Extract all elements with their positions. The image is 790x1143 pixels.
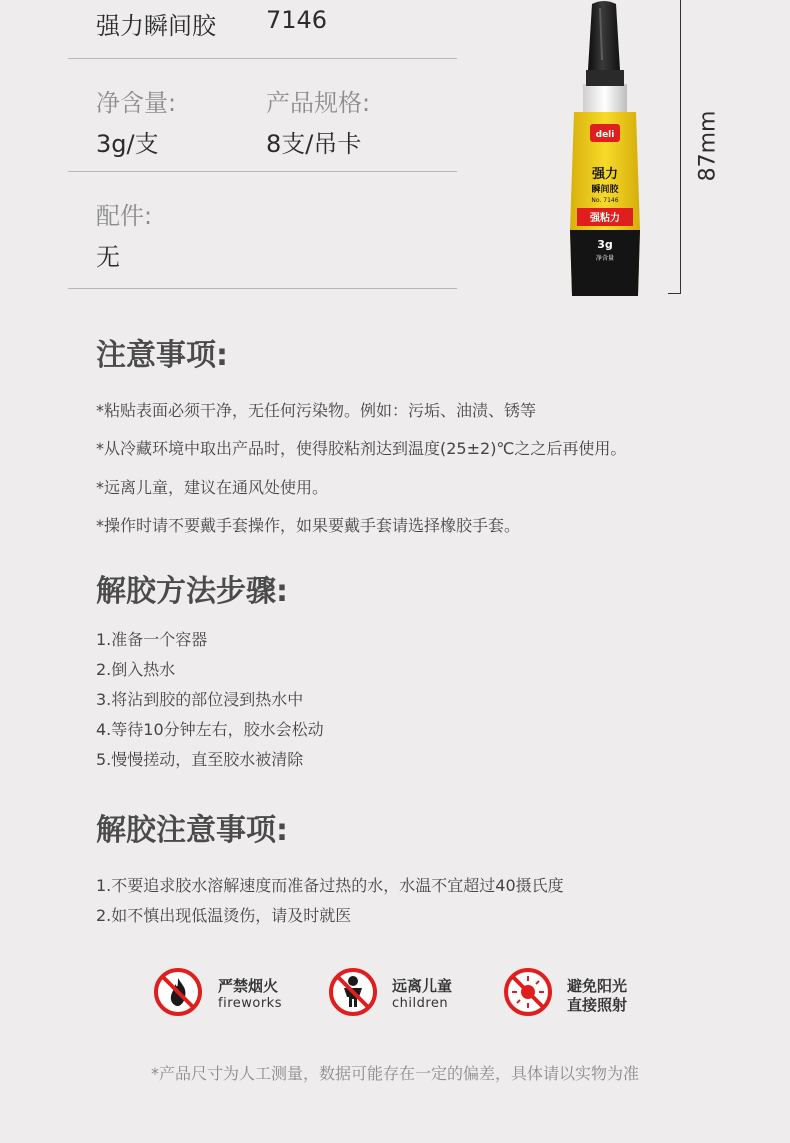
warning-label-en: children (392, 996, 449, 1011)
dimension-tick (668, 293, 681, 294)
footnote: *产品尺寸为人工测量，数据可能存在一定的偏差，具体请以实物为准 (150, 1064, 639, 1083)
product-model: 7146 (266, 6, 328, 34)
warning-label-cn: 远离儿童 (392, 977, 453, 995)
precaution-item: *远离儿童，建议在通风处使用。 (96, 478, 329, 497)
glue-tube-image (560, 0, 650, 300)
dimension-line (680, 0, 681, 294)
warning-label-cn: 避免阳光 (567, 977, 628, 995)
removal-step: 1.准备一个容器 (96, 630, 208, 649)
removal-notes-title: 解胶注意事项: (96, 813, 288, 848)
accessory-label: 配件: (96, 202, 153, 230)
warning-label-en: fireworks (218, 996, 282, 1011)
warning-label-cn: 严禁烟火 (218, 977, 279, 995)
net-content-value: 3g/支 (96, 130, 159, 158)
product-name: 强力瞬间胶 (96, 12, 216, 40)
precaution-item: *粘贴表面必须干净，无任何污染物。例如：污垢、油渍、锈等 (96, 401, 537, 420)
tube-brand: deli (595, 130, 615, 140)
removal-step: 2.倒入热水 (96, 660, 176, 679)
removal-step: 4.等待10分钟左右，胶水会松动 (96, 720, 324, 739)
no-children-icon (328, 967, 378, 1017)
no-sunlight-icon (503, 967, 553, 1017)
tube-badge: 强粘力 (590, 213, 620, 224)
divider (68, 171, 457, 172)
pack-spec-label: 产品规格: (266, 89, 371, 117)
removal-step: 3.将沾到胶的部位浸到热水中 (96, 690, 304, 709)
tube-model: No. 7146 (591, 197, 619, 204)
divider (68, 288, 457, 289)
removal-step: 5.慢慢搓动，直至胶水被清除 (96, 750, 304, 769)
tube-name-line1: 强力 (591, 167, 619, 182)
divider (68, 58, 457, 59)
tube-name-line2: 瞬间胶 (591, 185, 619, 195)
pack-spec-value: 8支/吊卡 (266, 130, 362, 158)
precaution-item: *从冷藏环境中取出产品时，使得胶粘剂达到温度(25±2)℃之之后再使用。 (96, 439, 627, 458)
tube-weight-label: 净含量 (595, 255, 615, 262)
dimension-label: 87mm (695, 110, 721, 182)
removal-note-item: 1.不要追求胶水溶解速度而准备过热的水，水温不宜超过40摄氏度 (96, 876, 564, 895)
warning-label-cn-2: 直接照射 (567, 996, 628, 1014)
removal-title: 解胶方法步骤: (96, 574, 288, 609)
precaution-item: *操作时请不要戴手套操作，如果要戴手套请选择橡胶手套。 (96, 516, 521, 535)
net-content-label: 净含量: (96, 89, 177, 117)
removal-note-item: 2.如不慎出现低温烫伤，请及时就医 (96, 906, 352, 925)
tube-weight: 3g (597, 238, 613, 251)
no-fire-icon (153, 967, 203, 1017)
precautions-title: 注意事项: (96, 338, 228, 373)
accessory-value: 无 (96, 243, 120, 271)
